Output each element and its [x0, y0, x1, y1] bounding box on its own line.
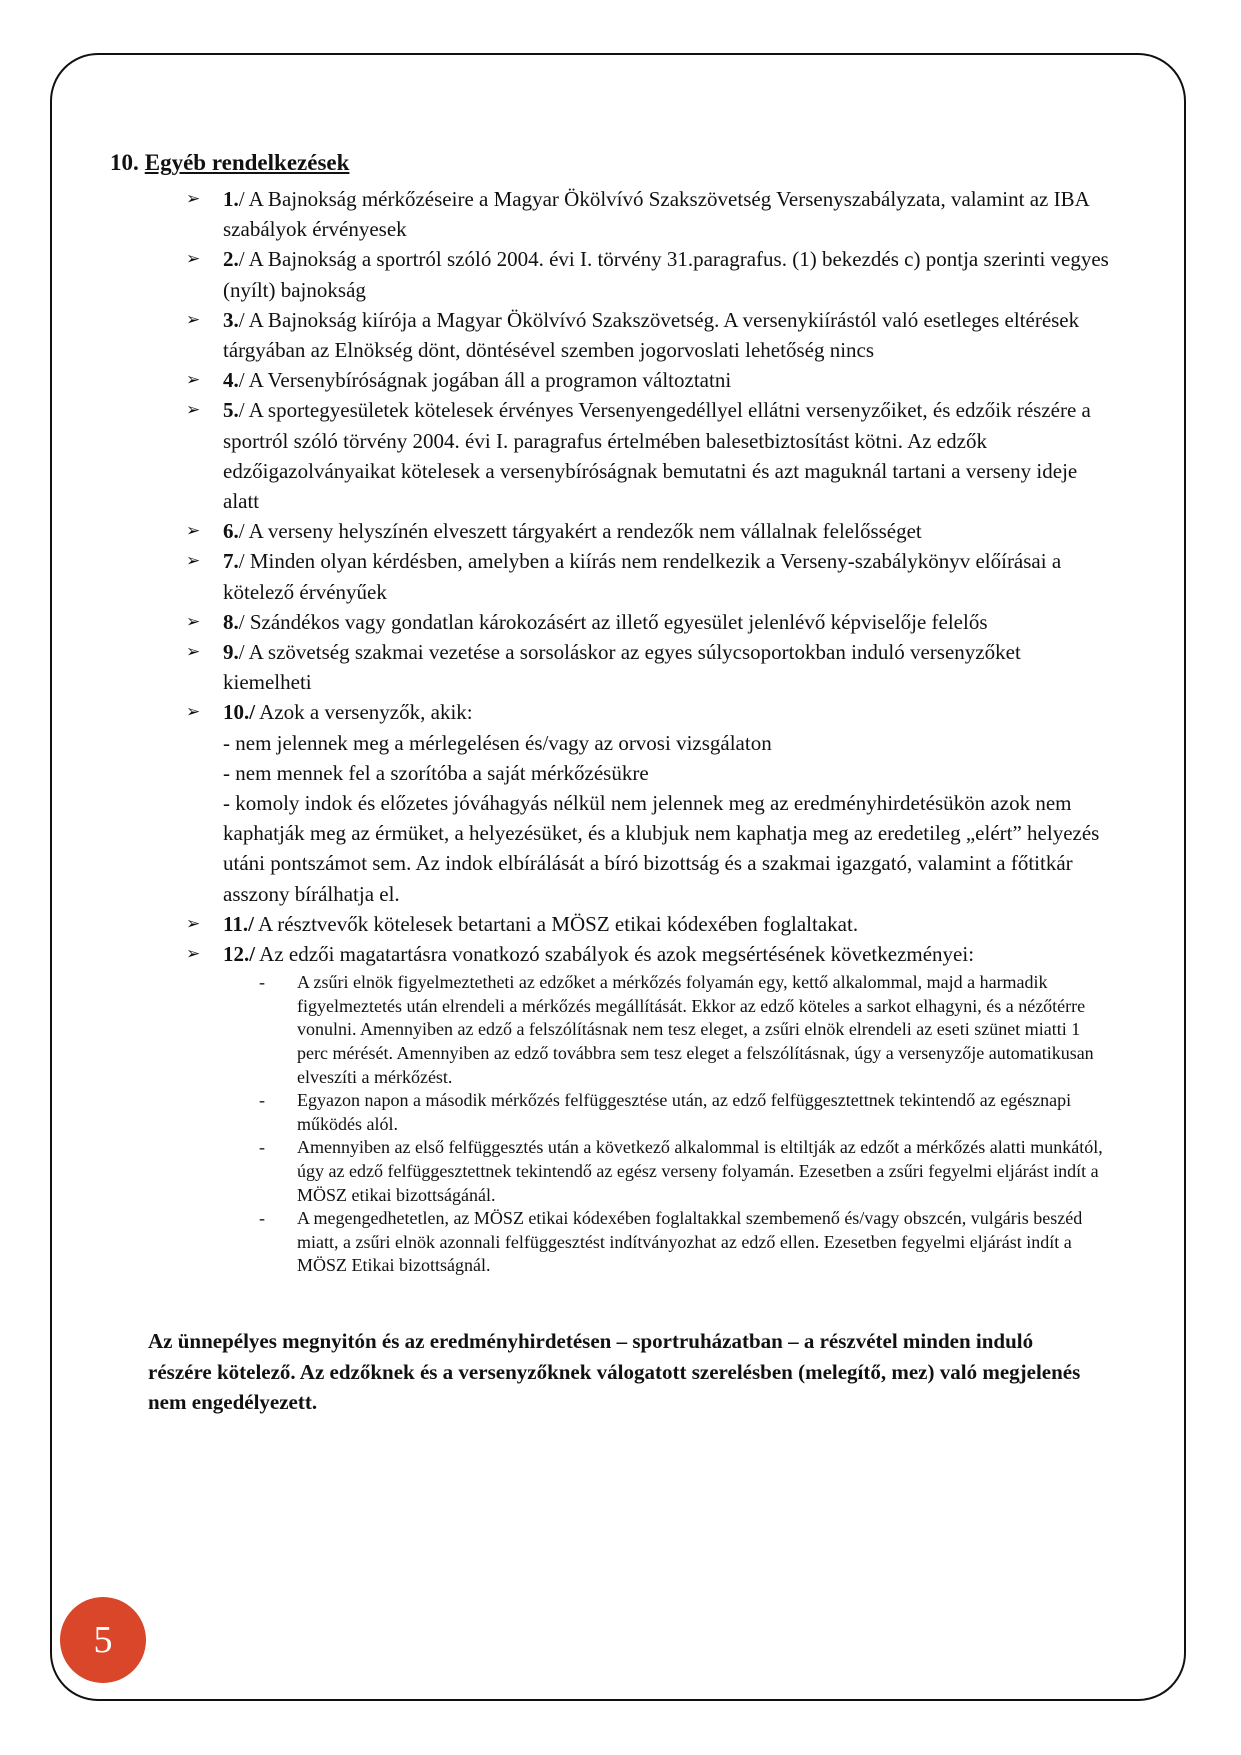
list-item [110, 637, 1110, 697]
arrow-bullet-icon: ➢ [186, 913, 201, 934]
sub-list-item [223, 1136, 1110, 1207]
item-number: 6. [223, 519, 239, 544]
item-number: 12./ [223, 942, 256, 967]
dash-bullet-icon: - [259, 1137, 265, 1158]
item-text: / A Bajnokság kiírója a Magyar Ökölvívó Szakszövetség. A versenykiírástól való esetleges eltérések tárgyában az Elnökség dönt, döntésével szemben jogorvoslati lehetőség nincs [223, 307, 1080, 363]
dash-bullet-icon: - [259, 1090, 265, 1111]
document-body [110, 148, 1110, 1278]
sub-item-text: Amennyiben az első felfüggesztés után a következő alkalommal is eltiltják az edzőt a mérkőzés alatti munkától, úgy az edző felfüggesztettnek tekintendő az egész verseny folyamán. Ezesetben a zsűri fegyelmi eljárást indít a MÖSZ etikai bizottságánál. [297, 1137, 1103, 1205]
item-number: 3. [223, 307, 239, 332]
arrow-bullet-icon: ➢ [186, 944, 201, 965]
section-number: 10. [110, 150, 139, 175]
list-item [110, 546, 1110, 606]
section-title: Egyéb rendelkezések [144, 150, 350, 175]
item-number: 10./ [223, 700, 256, 725]
item-number: 8. [223, 609, 239, 634]
item-text: Azok a versenyzők, akik: [255, 700, 473, 725]
list-item [110, 516, 1110, 546]
item-text: Az edzői magatartásra vonatkozó szabályok és azok megsértésének következményei: [255, 942, 975, 967]
item-text: / A Bajnokság a sportról szóló 2004. évi I. törvény 31.paragrafus. (1) bekezdés c) pontja szerinti vegyes (nyílt) bajnokság [223, 247, 1109, 302]
list-item [110, 395, 1110, 516]
sub-list-item [223, 1089, 1110, 1136]
condition-line: - komoly indok és előzetes jóváhagyás nélkül nem jelennek meg az eredményhirdetésükön azok nem kaphatják meg az érmüket, a helyezésüket, és a klubjuk nem kaphatja meg az eredetileg „elért” helyezés utáni pontszámot sem. Az indok elbírálását a bíró bizottság és a szakmai igazgató, valamint a főtitkár asszony bírálhatja el. [223, 791, 1100, 906]
arrow-bullet-icon: ➢ [186, 702, 201, 723]
item-text: / A szövetség szakmai vezetése a sorsoláskor az egyes súlycsoportokban induló versenyzőket kiemelheti [223, 640, 1021, 695]
arrow-bullet-icon: ➢ [186, 370, 201, 391]
arrow-bullet-icon: ➢ [186, 521, 201, 542]
list-item-11 [110, 909, 1110, 939]
list-item [110, 305, 1110, 365]
arrow-bullet-icon: ➢ [186, 189, 201, 209]
item-text: / A verseny helyszínén elveszett tárgyakért a rendezők nem vállalnak felelősséget [238, 519, 922, 544]
provisions-list [110, 184, 1110, 1278]
sub-item-text: A megengedhetetlen, az MÖSZ etikai kódexében foglaltakkal szembemenő és/vagy obszcén, vulgáris beszéd miatt, a zsűri elnök azonnali felfüggesztést indítványozhat az edző ellen. Ezesetben fegyelmi eljárást indít a MÖSZ Etikai bizottságnál. [297, 1208, 1083, 1276]
section-heading [110, 148, 1110, 178]
sub-item-text: Egyazon napon a második mérkőzés felfüggesztése után, az edző felfüggesztettnek tekintendő az egésznapi működés alól. [297, 1090, 1072, 1134]
item-number: 5. [223, 398, 239, 423]
coach-rules-list [223, 971, 1110, 1278]
item-text: / Minden olyan kérdésben, amelyben a kiírás nem rendelkezik a Verseny-szabálykönyv előírásai a kötelező érvényűek [223, 549, 1062, 604]
condition-line: - nem mennek fel a szorítóba a saját mérkőzésükre [223, 760, 649, 785]
arrow-bullet-icon: ➢ [186, 611, 201, 632]
list-item-10 [110, 697, 1110, 908]
list-item [110, 244, 1110, 304]
closing-paragraph: Az ünnepélyes megnyitón és az eredményhirdetésen – sportruházatban – a részvétel minden induló részére kötelező. Az edzőknek és a versenyzőknek válogatott szerelésben (melegítő, mez) való megjelenés nem engedélyezett. [148, 1329, 1081, 1414]
sub-item-text: A zsűri elnök figyelmeztetheti az edzőket a mérkőzés folyamán egy, kettő alkalommal, majd a harmadik figyelmeztetés után elrendeli a mérkőzés megállítását. Ekkor az edző köteles a sarkot elhagyni, és a nézőtérre vonulni. Amennyiben az edző a felszólításnak nem tesz eleget, a zsűri elnök elrendeli az eseti szünet miatti 1 perc mérését. Amennyiben az edző továbbra sem tesz eleget a felszólításnak, úgy a versenyzője automatikusan elveszíti a mérkőzést. [297, 972, 1094, 1087]
arrow-bullet-icon: ➢ [186, 400, 201, 421]
item-text: / A Bajnokság mérkőzéseire a Magyar Ökölvívó Szakszövetség Versenyszabályzata, valamint az IBA szabályok érvényesek [223, 187, 1089, 242]
item-number: 9. [223, 640, 239, 665]
dash-bullet-icon: - [259, 972, 265, 993]
page-number-badge: 5 [60, 1597, 146, 1683]
item-number: 1. [223, 187, 239, 211]
arrow-bullet-icon: ➢ [186, 309, 201, 330]
sub-list-item [223, 971, 1110, 1089]
arrow-bullet-icon: ➢ [186, 249, 201, 270]
arrow-bullet-icon: ➢ [186, 642, 201, 663]
dash-bullet-icon: - [259, 1208, 265, 1229]
list-item [110, 184, 1110, 244]
item-number: 11./ [223, 911, 254, 936]
arrow-bullet-icon: ➢ [186, 551, 201, 572]
condition-line: - nem jelennek meg a mérlegelésen és/vagy az orvosi vizsgálaton [223, 730, 772, 755]
item-number: 4. [223, 368, 239, 393]
item-text: A résztvevők kötelesek betartani a MÖSZ etikai kódexében foglaltakat. [253, 911, 859, 936]
list-item [110, 365, 1110, 395]
sub-list-item [223, 1207, 1110, 1278]
item-number: 7. [223, 549, 239, 574]
item-text: / A sportegyesületek kötelesek érvényes Versenyengedéllyel ellátni versenyzőiket, és edzőik részére a sportról szóló törvény 2004. évi I. paragrafus értelmében balesetbiztosítást kötni. Az edzők edzőigazolványaikat kötelesek a versenybíróságnak bemutatni és azt maguknál tartani a verseny ideje alatt [223, 398, 1091, 514]
list-item [110, 607, 1110, 637]
list-item-12 [110, 939, 1110, 1278]
item-text: / A Versenybíróságnak jogában áll a programon változtatni [238, 368, 732, 393]
item-number: 2. [223, 247, 239, 272]
item-text: / Szándékos vagy gondatlan károkozásért az illető egyesület jelenlévő képviselője felelős [238, 609, 988, 634]
